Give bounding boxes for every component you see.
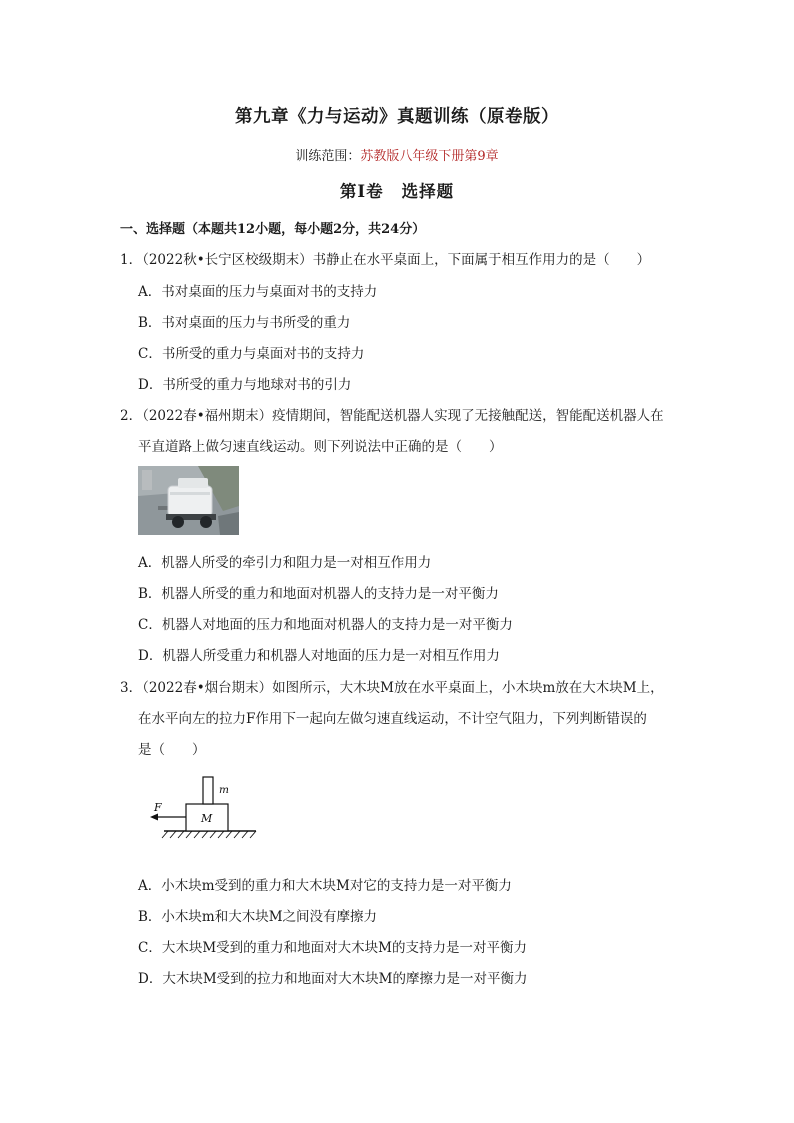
delivery-robot-photo bbox=[138, 466, 239, 535]
volume-title: 第Ⅰ卷 bbox=[339, 182, 384, 201]
range-label: 训练范围： bbox=[295, 149, 361, 164]
blocks-diagram-svg bbox=[148, 775, 258, 841]
question-3-option-c: C．大木块M受到的重力和地面对大木块M的支持力是一对平衡力 bbox=[138, 940, 527, 956]
question-2-option-d: D．机器人所受重力和机器人对地面的压力是一对相互作用力 bbox=[138, 648, 500, 664]
question-2-option-a: A．机器人所受的牵引力和阻力是一对相互作用力 bbox=[138, 555, 432, 571]
question-1-option-a: A．书对桌面的压力与桌面对书的支持力 bbox=[138, 284, 378, 300]
question-2-stem-line-2: 平直道路上做匀速直线运动。则下列说法中正确的是（ ） bbox=[138, 439, 503, 455]
big-block-label: M bbox=[201, 812, 213, 825]
blocks-force-diagram bbox=[148, 775, 258, 841]
ground-hatching bbox=[162, 831, 256, 838]
question-3-option-a: A．小木块m受到的重力和大木块M对它的支持力是一对平衡力 bbox=[138, 878, 512, 894]
page-title: 第九章《力与运动》真题训练（原卷版） bbox=[235, 107, 559, 127]
question-3-stem-line-1: 3．（2022春•烟台期末）如图所示，大木块M放在水平桌面上，小木块m放在大木块M上， bbox=[120, 680, 664, 696]
question-3-stem-line-2: 在水平向左的拉力F作用下一起向左做匀速直线运动，不计空气阻力，下列判断错误的 bbox=[138, 711, 647, 727]
question-2-option-c: C．机器人对地面的压力和地面对机器人的支持力是一对平衡力 bbox=[138, 617, 513, 633]
question-3-option-d: D．大木块M受到的拉力和地面对大木块M的摩擦力是一对平衡力 bbox=[138, 971, 528, 987]
question-1-stem: 1．（2022秋•长宁区校级期末）书静止在水平桌面上，下面属于相互作用力的是（ ） bbox=[120, 252, 651, 268]
question-1-option-d: D．书所受的重力与地球对书的引力 bbox=[138, 377, 352, 393]
question-2-option-b: B．机器人所受的重力和地面对机器人的支持力是一对平衡力 bbox=[138, 586, 499, 602]
question-1-option-c: C．书所受的重力与桌面对书的支持力 bbox=[138, 346, 365, 362]
question-2-stem-line-1: 2．（2022春•福州期末）疫情期间，智能配送机器人实现了无接触配送，智能配送机器人在 bbox=[120, 408, 664, 424]
small-block-label: m bbox=[219, 784, 229, 796]
question-1-option-b: B．书对桌面的压力与书所受的重力 bbox=[138, 315, 351, 331]
range-value: 苏教版八年级下册第9章 bbox=[360, 149, 499, 164]
force-arrow-head bbox=[150, 814, 158, 821]
small-block-m bbox=[203, 777, 213, 804]
delivery-robot-illustration bbox=[138, 466, 239, 535]
training-range bbox=[0, 145, 794, 164]
volume-subtitle: 选择题 bbox=[401, 182, 455, 201]
question-3-stem-line-3: 是（ ） bbox=[138, 742, 206, 758]
question-3-option-b: B．小木块m和大木块M之间没有摩擦力 bbox=[138, 909, 378, 925]
section-heading: 一、选择题（本题共12小题，每小题2分，共24分） bbox=[120, 222, 426, 237]
volume-heading bbox=[0, 178, 794, 202]
force-label: F bbox=[154, 801, 162, 814]
